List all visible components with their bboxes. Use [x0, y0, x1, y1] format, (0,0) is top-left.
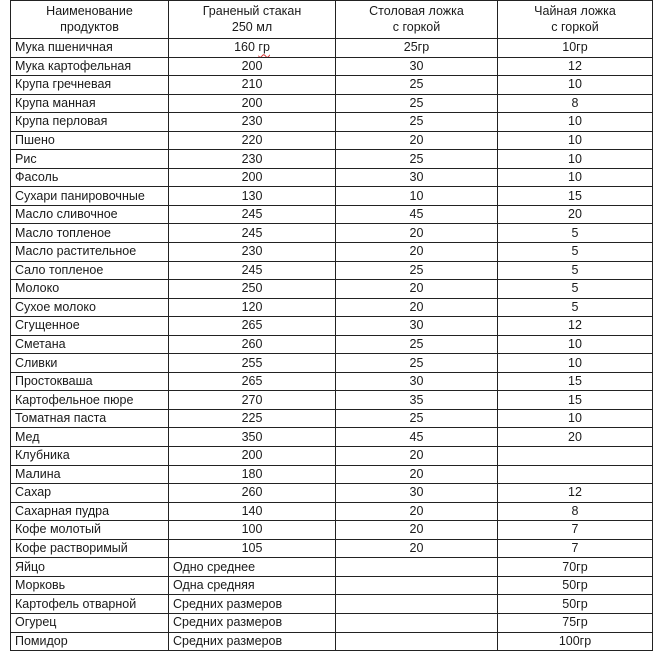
- table-row: [11, 372, 653, 391]
- glass-value: 260: [169, 335, 336, 354]
- glass-value: 245: [169, 261, 336, 280]
- teaspoon-value: 15: [498, 187, 653, 206]
- unit-weight: 50гр: [498, 576, 653, 595]
- tablespoon-value: 25: [336, 113, 498, 132]
- teaspoon-value: 7: [498, 539, 653, 558]
- glass-value: 245: [169, 205, 336, 224]
- product-name: Кофе растворимый: [11, 539, 169, 558]
- table-row: [11, 354, 653, 373]
- table-row: [11, 502, 653, 521]
- tablespoon-value: 20: [336, 502, 498, 521]
- glass-value: 160 гр: [169, 39, 336, 58]
- teaspoon-value: [498, 465, 653, 484]
- teaspoon-value: 10: [498, 150, 653, 169]
- product-name: Крупа перловая: [11, 113, 169, 132]
- teaspoon-value: 12: [498, 484, 653, 503]
- table-row: [11, 484, 653, 503]
- table-row: [11, 298, 653, 317]
- table-row: [11, 243, 653, 262]
- unit-weight: 75гр: [498, 613, 653, 632]
- glass-value: 140: [169, 502, 336, 521]
- product-name: Пшено: [11, 131, 169, 150]
- tablespoon-value: 25: [336, 335, 498, 354]
- measures-table: [10, 0, 653, 651]
- glass-value: 245: [169, 224, 336, 243]
- glass-value: 230: [169, 243, 336, 262]
- teaspoon-value: 10: [498, 168, 653, 187]
- table-row: [11, 57, 653, 76]
- teaspoon-value: 8: [498, 502, 653, 521]
- product-name: Сухое молоко: [11, 298, 169, 317]
- tablespoon-value: 10: [336, 187, 498, 206]
- product-name: Масло сливочное: [11, 205, 169, 224]
- tablespoon-value: 25: [336, 150, 498, 169]
- unit-weight: 100гр: [498, 632, 653, 651]
- product-name: Картофель отварной: [11, 595, 169, 614]
- product-name: Фасоль: [11, 168, 169, 187]
- teaspoon-value: 5: [498, 298, 653, 317]
- unit-weight: 70гр: [498, 558, 653, 577]
- empty-cell: [336, 613, 498, 632]
- tablespoon-value: 45: [336, 205, 498, 224]
- unit-description: Средних размеров: [169, 632, 336, 651]
- glass-value: 230: [169, 113, 336, 132]
- teaspoon-value: 12: [498, 57, 653, 76]
- table-row: [11, 94, 653, 113]
- product-name: Малина: [11, 465, 169, 484]
- tablespoon-value: 30: [336, 57, 498, 76]
- table-row: [11, 168, 653, 187]
- table-row: [11, 187, 653, 206]
- glass-value: 260: [169, 484, 336, 503]
- tablespoon-value: 20: [336, 521, 498, 540]
- teaspoon-value: 7: [498, 521, 653, 540]
- glass-value: 270: [169, 391, 336, 410]
- tablespoon-value: 20: [336, 539, 498, 558]
- unit-description: Средних размеров: [169, 613, 336, 632]
- product-name: Молоко: [11, 280, 169, 299]
- empty-cell: [336, 576, 498, 595]
- product-name: Помидор: [11, 632, 169, 651]
- product-name: Мед: [11, 428, 169, 447]
- table-row: [11, 447, 653, 466]
- table-row: [11, 76, 653, 95]
- spellcheck-word: гр: [258, 40, 270, 55]
- teaspoon-value: 15: [498, 391, 653, 410]
- table-row: [11, 428, 653, 447]
- teaspoon-value: [498, 447, 653, 466]
- teaspoon-value: 10: [498, 131, 653, 150]
- table-row: [11, 335, 653, 354]
- tablespoon-value: 25: [336, 94, 498, 113]
- glass-value: 120: [169, 298, 336, 317]
- product-name: Масло растительное: [11, 243, 169, 262]
- glass-value: 200: [169, 447, 336, 466]
- product-name: Сахарная пудра: [11, 502, 169, 521]
- product-name: Мука картофельная: [11, 57, 169, 76]
- tablespoon-value: 25: [336, 261, 498, 280]
- table-row: [11, 150, 653, 169]
- unit-row: [11, 576, 653, 595]
- tablespoon-value: 20: [336, 465, 498, 484]
- table-row: [11, 280, 653, 299]
- product-name: Яйцо: [11, 558, 169, 577]
- teaspoon-value: 8: [498, 94, 653, 113]
- unit-description: Одна средняя: [169, 576, 336, 595]
- product-name: Морковь: [11, 576, 169, 595]
- glass-value: 200: [169, 94, 336, 113]
- product-name: Клубника: [11, 447, 169, 466]
- unit-description: Одно среднее: [169, 558, 336, 577]
- table-row: [11, 131, 653, 150]
- header-glass: Граненый стакан 250 мл: [169, 1, 336, 39]
- empty-cell: [336, 595, 498, 614]
- teaspoon-value: 12: [498, 317, 653, 336]
- tablespoon-value: 20: [336, 298, 498, 317]
- glass-value: 130: [169, 187, 336, 206]
- tablespoon-value: 45: [336, 428, 498, 447]
- tablespoon-value: 30: [336, 317, 498, 336]
- table-row: [11, 224, 653, 243]
- measures-sheet: [10, 0, 652, 651]
- teaspoon-value: 10: [498, 335, 653, 354]
- glass-value: 220: [169, 131, 336, 150]
- unit-description: Средних размеров: [169, 595, 336, 614]
- product-name: Картофельное пюре: [11, 391, 169, 410]
- product-name: Сгущенное: [11, 317, 169, 336]
- tablespoon-value: 20: [336, 224, 498, 243]
- glass-value: 230: [169, 150, 336, 169]
- teaspoon-value: 15: [498, 372, 653, 391]
- glass-value: 210: [169, 76, 336, 95]
- product-name: Сухари панировочные: [11, 187, 169, 206]
- glass-value: 100: [169, 521, 336, 540]
- tablespoon-value: 25: [336, 354, 498, 373]
- product-name: Сало топленое: [11, 261, 169, 280]
- glass-value: 350: [169, 428, 336, 447]
- unit-row: [11, 632, 653, 651]
- teaspoon-value: 5: [498, 280, 653, 299]
- glass-value: 250: [169, 280, 336, 299]
- product-name: Рис: [11, 150, 169, 169]
- unit-weight: 50гр: [498, 595, 653, 614]
- product-name: Крупа гречневая: [11, 76, 169, 95]
- teaspoon-value: 10: [498, 409, 653, 428]
- table-row: [11, 317, 653, 336]
- glass-value: 255: [169, 354, 336, 373]
- teaspoon-value: 5: [498, 261, 653, 280]
- product-name: Кофе молотый: [11, 521, 169, 540]
- product-name: Сметана: [11, 335, 169, 354]
- teaspoon-value: 10гр: [498, 39, 653, 58]
- tablespoon-value: 20: [336, 243, 498, 262]
- tablespoon-value: 30: [336, 484, 498, 503]
- tablespoon-value: 20: [336, 447, 498, 466]
- header-name: Наименование продуктов: [11, 1, 169, 39]
- product-name: Сливки: [11, 354, 169, 373]
- table-row: [11, 539, 653, 558]
- product-name: Огурец: [11, 613, 169, 632]
- glass-value: 200: [169, 57, 336, 76]
- tablespoon-value: 25: [336, 409, 498, 428]
- table-row: [11, 113, 653, 132]
- product-name: Сахар: [11, 484, 169, 503]
- teaspoon-value: 10: [498, 76, 653, 95]
- table-row: [11, 521, 653, 540]
- tablespoon-value: 20: [336, 280, 498, 299]
- table-row: [11, 409, 653, 428]
- product-name: Мука пшеничная: [11, 39, 169, 58]
- teaspoon-value: 20: [498, 428, 653, 447]
- unit-row: [11, 558, 653, 577]
- product-name: Томатная паста: [11, 409, 169, 428]
- empty-cell: [336, 558, 498, 577]
- teaspoon-value: 5: [498, 243, 653, 262]
- tablespoon-value: 30: [336, 372, 498, 391]
- glass-value: 105: [169, 539, 336, 558]
- glass-value: 265: [169, 372, 336, 391]
- table-row: [11, 205, 653, 224]
- table-row: [11, 391, 653, 410]
- header-teaspoon: Чайная ложка с горкой: [498, 1, 653, 39]
- tablespoon-value: 30: [336, 168, 498, 187]
- glass-value: 200: [169, 168, 336, 187]
- product-name: Крупа манная: [11, 94, 169, 113]
- unit-row: [11, 613, 653, 632]
- tablespoon-value: 20: [336, 131, 498, 150]
- glass-value: 225: [169, 409, 336, 428]
- header-row: [11, 1, 653, 39]
- glass-value: 265: [169, 317, 336, 336]
- teaspoon-value: 10: [498, 113, 653, 132]
- tablespoon-value: 25: [336, 76, 498, 95]
- table-row: [11, 261, 653, 280]
- empty-cell: [336, 632, 498, 651]
- product-name: Простокваша: [11, 372, 169, 391]
- teaspoon-value: 10: [498, 354, 653, 373]
- tablespoon-value: 35: [336, 391, 498, 410]
- header-tablespoon: Столовая ложка с горкой: [336, 1, 498, 39]
- product-name: Масло топленое: [11, 224, 169, 243]
- teaspoon-value: 20: [498, 205, 653, 224]
- table-row: [11, 39, 653, 58]
- tablespoon-value: 25гр: [336, 39, 498, 58]
- table-row: [11, 465, 653, 484]
- teaspoon-value: 5: [498, 224, 653, 243]
- unit-row: [11, 595, 653, 614]
- glass-value: 180: [169, 465, 336, 484]
